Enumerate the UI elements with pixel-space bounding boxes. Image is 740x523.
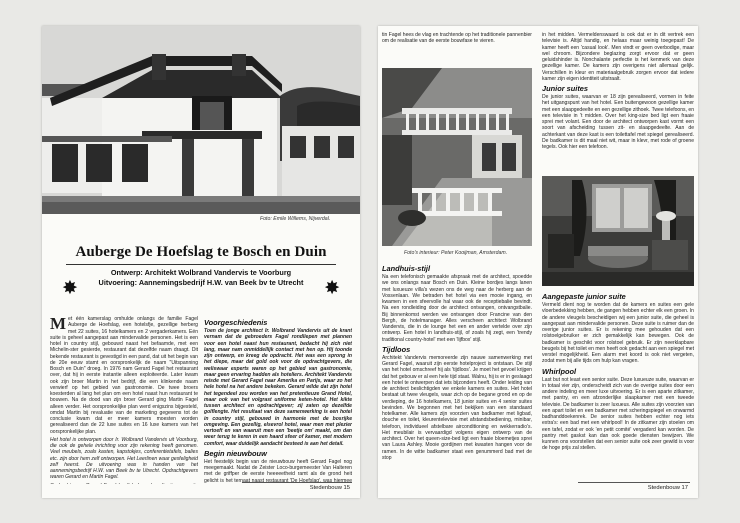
- history-paragraph: Toen de jonge architect Ir. Wolbrand Vandervis uit de krant vernam dat de gebroeders Fagel rondliepen met plannen voor een hotel naast hun restaurant, bedacht hij zich niet lang, maar nam onmiddellijk contact met hen op. Hij toonde zijn ontwerp, en kreeg de opdracht. Het was een sprong in het diepe, maar dat gold ook voor de opdrachtgevers, die weliswaar experts waren op het gebied van gastronomie, maar geen ervaring hadden als hoteliers. Architekt Vandervis reisde met Gerard Fagel naar Amerika en Parijs, waar zo het hele hotel na het andere bekeken. Gerard wilde dat zijn hotel het tegendeel zou worden van het pretentieuze Grand Hotel, maar ook van het volgrast uniforme keten-hotel. Het kikte tussen architect en opdrachtgever; zij zaten op dezelfde golflengte. Het resultaat van deze samenwerking is een hotel in country stijl, gebouwd in harmonie met de bosrijke omgeving. Een gezellig, elsevrol hotel, waar men met plezier vertoeft en van waaruit men een 'beetje om' maakt, om dan weer terug te keren in een haard sfeer of kamer, met modern comfort, waar duidelijk aandacht besteed is aan het detail.: [204, 328, 352, 447]
- construction-credit: Uitvoering: Aannemingsbedrijf H.W. van Beek bv te Utrecht: [98, 278, 304, 287]
- page-footer-left: Stedenbouw 15: [309, 485, 350, 491]
- lobby-interior-photo: [382, 68, 532, 246]
- article-title: Auberge De Hoefslag te Bosch en Duin: [75, 244, 327, 260]
- heading-junior-suites: Junior suites: [542, 84, 588, 93]
- junior-suites-paragraph: De junior suites, waarvan er 18 zijn gerealiseerd, vormen in feite het uitgangspunt van het hotel. Een buitengewoon gezellige kamer met een slaapgedeelte en een gezellige zithoek. Twee telefoons, en een televisie in 't midden. Over het king-size bed ligt een fraaie sprei met volant. Een door de architect ontworpen kast vormt een soort van afscheiding tussen zit- en slaapgedeelte. Aan de achterkant van deze kast is een toilettafel met spiegel gerealiseerd. De badkamer is dit maal niet wit, maar in klevr, met rode of groene tegels. Ook hier een telefoon.: [542, 94, 694, 150]
- heading-aangepaste-junior-suite: Aangepaste junior suite: [542, 292, 626, 301]
- landhuis-paragraph: Na een telefonisch gemaakte afspraak met de architect, spoedde we ons onlangs naar Bosch en Duin. Kleine bordjes langs lanen met luxueuze villa's wezen ons de weg naar de herberg aan de Vossenlaan. We betraden het hotel via een mooie ingang, en kwamen in een sfeervolle hal waar ook de receptiebalie bevindt. Na een rondleiding door de architect ontvangen, ontvangstbalie. Bij binnenkomst werden we ontvangen door Francine van den Bergh, de hotelmanager. Alles verscheen architect Wolbrand Vandervis, die in de lounge het een en ander vertelde over zijn ontwerp. Een hotel in landhuis-stijl, of zoals hij zegt, een 'trendy traditional country-hotel' met een 'lijfbox' stijl.: [382, 274, 532, 343]
- heading-begin-nieuwbouw: Begin nieuwbouw: [204, 448, 267, 458]
- whirlpool-paragraph: Last but not least een senior suite. Deze luxueuze suite, waarvan er in totaal vier zijn, onderscheidt zich van de overige suites door een andere indeling en meer luxe uitvoering. Er is een aparte zitkamer, met pantry, en een afzonderlijke slaapkamer met een tweede televisie. De badkamer is zeer luxueus. Alle suites zijn voorzien van een apart toilet en een badkamer met scheringspiegel en onwarmd badhanddoekenrek. De senior suites hebben echter nog iets extra's: een bad met een whirlpool! In de zitkamer zijn stoelen om een tafel, zodat er ook 'en petit comité' vergaderd kan worden. De pantry met gaskst kan dan ook goede diensten bewijzen. We kunnen ons voorstellen dat een senior suite ook zeer gewild is voor de hoge prijs zal stellen.: [542, 376, 694, 452]
- suite-interior-photo: [542, 176, 694, 286]
- tijdloos-paragraph: Architekt Vandervis memoreerde zijn nauwe samenwerking met Gerard Fagel, waaruit zijn eerste hotelproject is ontstaan. De stijl van het hotel omschreef hij als 'tijdloos'. Je moet het gevoel krijgen dat het gebouw er al een hele tijd staat. Walnu, hij is er in geslaagd een hotel te ontwerpen dat iets bijzonders heeft. Onder leiding van de architect beslichtigden we enkele kamers en suites. Het hotel bestaat uit twee vleugels, waar zich op de begane grond en op de verdieping, de 16 hotelkamers, 18 junior suites en 4 senior suites bevinden. We begonnen met het bekijken van een standaard hotelkamer. Alle kamers zijn voorzien van badkamer met ligbad, douche en toilet, kleurentelevisie met afstandsbediening, minibar, telefoon, individueel afstelbare airconditioning en wekkerradio's. Het meubilair is vervaardigd volgens eigen ontwerp van de architect. Over het queen-size-bed ligt een fraaie bloemetjes sprei van Laura Ashley. Mooie gordijnen met kwasten hangen voor de ramen. In de witte badkamer staat een genummerd bad met de stop: [382, 354, 532, 461]
- right-top-text: [382, 32, 532, 48]
- left-column-1: [50, 316, 198, 484]
- title-rule: [66, 264, 336, 265]
- intro-paragraph: et één kamerslag omhulde onlangs de familie Fagel Auberge de Hoefslag, een hotelsfje, gezellige herberg met 22 suites, 16 hotelkamers en 2 vergaderkamers. Eén suite is geheel aangepast aan mindervalide personen. Het is een hotel in country stijl, gebouwd naast het befaamde, met een Michelin-ster gesierde, restaurant dat dezelfde naam draagt. Dit bekende restaurant is gevestigd in een pand, dat uit het begin van de 20e eeuw stamt en oorspronkelijk de naam "Uitspanning Bosch en Duin" droeg. In 1976 nam Gerard Fagel het restaurant over, dat hij in eerste instantie alleen exploiteerde. Later kwam ook zijn broer Martin in het bedrijf, die een klinkende naam verwierf op het gebied van gastronomie. De twee broers koesterden al lang het plan om een hotel naast hun restaurant te bouwen. Na de dood van zijn broer Gerard ging Martin Fagel alleen verder. Het oorspronkelijke plan werd enigszins bijgesteld, omdat Martin bij revaluatie van de marketing gegevens tot de conclusie kwam dat er meer kamers moesten worden gerealiseerd dan de 22 luxe suites en 16 luxe kamers van het oorspronkelijke plan.: [50, 316, 198, 435]
- footer-rule-right: [578, 482, 690, 483]
- heading-tijdloos: Tijdloos: [382, 344, 411, 354]
- heading-whirlpool: Whirlpool: [542, 366, 577, 376]
- hotel-exterior-illustration: [42, 26, 360, 214]
- exterior-photo-credit: Foto: Emile Willems, Nijverdal.: [260, 216, 331, 222]
- architect-paragraph: Het hotel is ontworpen door Ir. Wolbrand Vandervis uit Voorburg, die ook de gehele inrichting voor zijn rekening heeft genomen. Veel meubels, zoals kasten, kapstokjes, conferentietafels, balies etc. zijn door hem zelf ontworpen. Het Leerlinen waar gesfeligheid zelf heerst. De uitvoering was in handen van het aannemingsbedrijf H.W. van Beek bv te Utrecht. Opdrachtgevers waren Gerard en Martin Fagel.: [50, 436, 198, 481]
- right-column-2-top: [542, 32, 694, 172]
- article-title-block: [60, 244, 342, 308]
- star-ornament-left: ✸: [62, 278, 78, 299]
- left-column-2: [204, 316, 352, 484]
- heading-voorgeschiedenis: Voorgeschiedenis: [204, 318, 268, 327]
- drop-cap: M: [50, 316, 67, 333]
- hotel-exterior-photo: [42, 26, 360, 214]
- star-ornament-right: ✸: [324, 278, 340, 299]
- aangepaste-suite-paragraph: Vermeld dient nog te worden dat de kamers en suites een gele vloerbedekking hebben, de gangen hebben echter elk een groen. In de andere vleugels bescheidigen wij een junior suite, die geheel is aangepast aan mindervalide personen. Deze suite is ruimer dan de overige junior suites. Er is rekening mee gehouden dat een rolstoelgebruiker er zich gemakkelijk kan bewegen. Ook de badkamer is geschikt voor rolstoel gebruik. Er zijn neerklapbare beugels bij het toilet en men heeft ook gedacht aan een spiegel met verstel mogelijkheid. Een alarm met koord is ook niet vergeten, zodat men bij alle tijds om hulp kan vragen.: [542, 302, 694, 365]
- left-page: [42, 26, 360, 498]
- interior-photo-credit: Foto's interieur: Peter Kooijman, Amsterdam.: [404, 250, 508, 256]
- construction-start-paragraph: Het feestelijk begin van de nieuwbouw heeft Gerard Fagel nog meegemaakt. Nadat de Zeister Loco-burgemeester Van Halteren met de griffper de eerste heeeeetheid ramt als de grond heit gelicht is het ternaat naast restaurant 'De Hoefslag', was hiermee: [204, 458, 352, 484]
- page-footer-right: Stedenbouw 17: [647, 485, 688, 491]
- kamer-paragraph: in het midden. Vermeldenswaard is ook dat er in dit vertrek een televisie is. Altijd handig, en helaas maar weinig toegepast! De kamer heeft een 'casual look'. Men vindt er geen overbodige, maar wel chroom. Bijzondere beglazing zorgt ervoor dat er geen geluidshinder is. Nonchalante perfectie is het kenmerk van deze gezellige kamer. De kamers zijn overigens niet allemaal gelijk. Verschillen in kleur en materiaalgebruik zorgen ervoor dat iedere kamer zijn eigen identiteit uitstraalt.: [542, 32, 694, 82]
- right-page: [378, 26, 698, 498]
- client-paragraph: [50, 483, 198, 485]
- suite-illustration: [542, 176, 694, 286]
- lobby-illustration: [382, 68, 532, 246]
- right-column-1: [382, 262, 532, 486]
- design-credit: Ontwerp: Architekt Wolbrand Vandervis te Voorburg: [110, 268, 292, 277]
- right-column-2-bottom: [542, 290, 694, 482]
- footer-rule-left: [242, 482, 352, 483]
- heading-landhuis-stijl: Landhuis-stijl: [382, 264, 431, 273]
- flag-paragraph: tin Fagel hees de vlag en trachtende op het traditionele pannenbier om de realisatie van de eerste bouwfase te vieren.: [382, 32, 532, 45]
